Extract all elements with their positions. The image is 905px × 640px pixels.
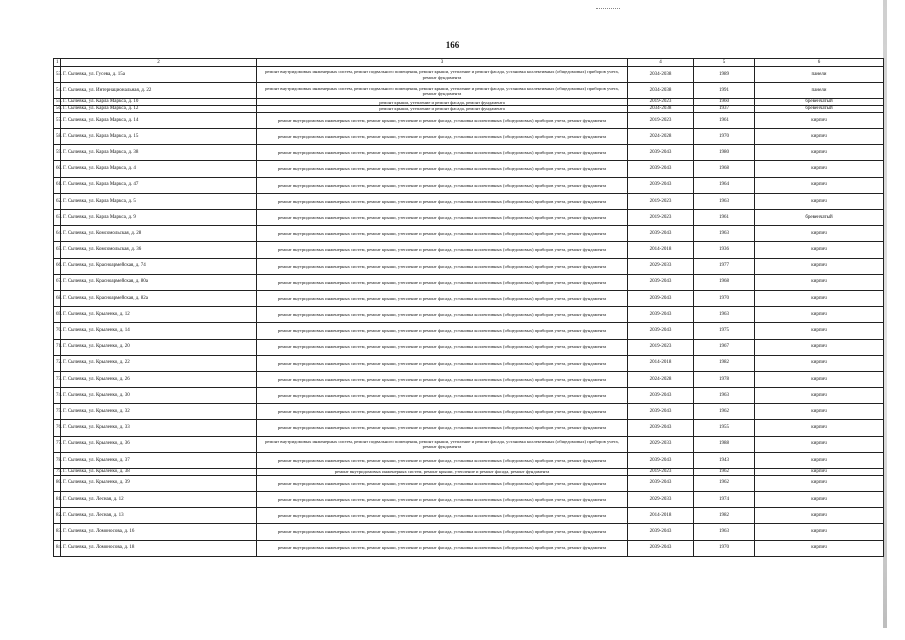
period-cell: 2019-2023 [628,469,694,476]
row-number: 78. [54,452,61,468]
address-cell: Г. Сычевка, ул. Крыленко, д. 39 [61,475,257,491]
year-built-cell: 1974 [694,491,755,507]
column-header: 3 [257,59,628,67]
address-cell: Г. Сычевка, ул. Крыленко, д. 12 [61,307,257,323]
year-built-cell: 1970 [694,290,755,306]
row-number: 53. [54,67,61,83]
works-cell: ремонт внутридомовых инженерных систем, ремонт крыши, утепление и ремонт фасада, установка коллективных (общедомовых) приборов учета, ремонт фундамента [257,290,628,306]
table-row [54,83,884,99]
year-built-cell: 1962 [694,469,755,476]
address-cell: Г. Сычевка, ул. Карла Маркса, д. 38 [61,145,257,161]
year-built-cell: 1982 [694,355,755,371]
wall-material-cell: кирпич [755,307,884,323]
period-cell: 2039-2043 [628,323,694,339]
table-row [54,491,884,507]
works-cell: ремонт внутридомовых инженерных систем, ремонт крыши, утепление и ремонт фасада, установка коллективных (общедомовых) приборов учета, ремонт фундамента [257,339,628,355]
wall-material-cell: бревенчатый [755,99,884,106]
period-cell: 2034-2038 [628,83,694,99]
row-number: 66. [54,258,61,274]
works-cell: ремонт внутридомовых инженерных систем, ремонт крыши, утепление и ремонт фасада, установка коллективных (общедомовых) приборов учета, ремонт фундамента [257,540,628,556]
table-row [54,508,884,524]
period-cell: 2039-2043 [628,452,694,468]
row-number: 70. [54,323,61,339]
wall-material-cell: кирпич [755,404,884,420]
year-built-cell: 1975 [694,323,755,339]
table-row [54,210,884,226]
table-body [54,67,884,557]
year-built-cell: 1937 [694,106,755,113]
year-built-cell: 1982 [694,508,755,524]
column-number-row [54,59,884,67]
wall-material-cell: кирпич [755,540,884,556]
address-cell: Г. Сычевка, ул. Карла Маркса, д. 12 [61,106,257,113]
works-cell: ремонт внутридомовых инженерных систем, ремонт подвального помещения, ремонт крыши, утепление и ремонт фасада, установка коллективных (общедомовых) приборов учета, ремонт фундамента [257,67,628,83]
year-built-cell: 1988 [694,436,755,452]
wall-material-cell: кирпич [755,161,884,177]
column-header: 1 [54,59,61,67]
works-cell: ремонт внутридомовых инженерных систем, ремонт крыши, утепление и ремонт фасада, установка коллективных (общедомовых) приборов учета, ремонт фундамента [257,388,628,404]
period-cell: 2019-2023 [628,99,694,106]
address-cell: Г. Сычевка, ул. Карла Маркса, д. 4 [61,161,257,177]
period-cell: 2019-2023 [628,210,694,226]
address-cell: Г. Сычевка, ул. Ломоносова, д. 16 [61,524,257,540]
year-built-cell: 1963 [694,307,755,323]
table-row [54,290,884,306]
address-cell: Г. Сычевка, ул. Крыленко, д. 37 [61,452,257,468]
period-cell: 2024-2028 [628,129,694,145]
address-cell: Г. Сычевка, ул. Крыленко, д. 20 [61,339,257,355]
scan-artifact [596,8,620,9]
works-cell: ремонт внутридомовых инженерных систем, ремонт крыши, утепление и ремонт фасада, установка коллективных (общедомовых) приборов учета, ремонт фундамента [257,475,628,491]
table-row [54,258,884,274]
works-cell: ремонт внутридомовых инженерных систем, ремонт крыши, утепление и ремонт фасада, установка коллективных (общедомовых) приборов учета, ремонт фундамента [257,193,628,209]
year-built-cell: 1968 [694,274,755,290]
wall-material-cell: кирпич [755,452,884,468]
period-cell: 2029-2033 [628,436,694,452]
year-built-cell: 1968 [694,161,755,177]
period-cell: 2014-2018 [628,242,694,258]
wall-material-cell: кирпич [755,290,884,306]
table-row [54,106,884,113]
table-row [54,112,884,128]
wall-material-cell: кирпич [755,193,884,209]
period-cell: 2039-2043 [628,226,694,242]
period-cell: 2039-2043 [628,475,694,491]
table-row [54,177,884,193]
row-number: 60. [54,161,61,177]
wall-material-cell: кирпич [755,129,884,145]
row-number: 59. [54,145,61,161]
period-cell: 2019-2023 [628,112,694,128]
table-row [54,475,884,491]
table-row [54,323,884,339]
year-built-cell: 1936 [694,242,755,258]
works-cell: ремонт внутридомовых инженерных систем, ремонт крыши, утепление и ремонт фасада, установка коллективных (общедомовых) приборов учета, ремонт фундамента [257,274,628,290]
table-row [54,274,884,290]
wall-material-cell: кирпич [755,355,884,371]
row-number: 84. [54,540,61,556]
table-row [54,371,884,387]
address-cell: Г. Сычевка, ул. Крыленко, д. 32 [61,404,257,420]
row-number: 77. [54,436,61,452]
works-cell: ремонт внутридомовых инженерных систем, ремонт крыши, утепление и ремонт фасада, установка коллективных (общедомовых) приборов учета, ремонт фундамента [257,508,628,524]
table-row [54,420,884,436]
row-number: 83. [54,524,61,540]
column-header: 2 [61,59,257,67]
address-cell: Г. Сычевка, ул. Крыленко, д. 36 [61,436,257,452]
row-number: 74. [54,388,61,404]
works-cell: ремонт внутридомовых инженерных систем, ремонт крыши, утепление и ремонт фасада, установка коллективных (общедомовых) приборов учета, ремонт фундамента [257,210,628,226]
year-built-cell: 1960 [694,99,755,106]
address-cell: Г. Сычевка, ул. Карла Маркса, д. 5 [61,193,257,209]
row-number: 58. [54,129,61,145]
row-number: 69. [54,307,61,323]
year-built-cell: 1962 [694,404,755,420]
table-row [54,540,884,556]
row-number: 54. [54,83,61,99]
table-row [54,469,884,476]
year-built-cell: 1963 [694,388,755,404]
wall-material-cell: кирпич [755,420,884,436]
year-built-cell: 1962 [694,475,755,491]
wall-material-cell: панели [755,67,884,83]
address-cell: Г. Сычевка, ул. Комсомольская, д. 36 [61,242,257,258]
address-cell: Г. Сычевка, ул. Крыленко, д. 33 [61,420,257,436]
address-cell: Г. Сычевка, ул. Лесная, д. 13 [61,508,257,524]
wall-material-cell: кирпич [755,371,884,387]
row-number: 65. [54,242,61,258]
table-row [54,404,884,420]
table-row [54,436,884,452]
row-number: 56. [54,106,61,113]
works-cell: ремонт внутридомовых инженерных систем, ремонт крыши, утепление и ремонт фасада, установка коллективных (общедомовых) приборов учета, ремонт фундамента [257,226,628,242]
period-cell: 2019-2023 [628,193,694,209]
period-cell: 2039-2043 [628,290,694,306]
wall-material-cell: кирпич [755,323,884,339]
table-row [54,226,884,242]
wall-material-cell: кирпич [755,339,884,355]
wall-material-cell: кирпич [755,145,884,161]
year-built-cell: 1991 [694,83,755,99]
row-number: 62. [54,193,61,209]
capital-repair-table [53,58,884,557]
table-row [54,67,884,83]
year-built-cell: 1977 [694,258,755,274]
row-number: 80. [54,475,61,491]
year-built-cell: 1963 [694,524,755,540]
address-cell: Г. Сычевка, ул. Гусева, д. 15а [61,67,257,83]
year-built-cell: 1955 [694,420,755,436]
row-number: 57. [54,112,61,128]
column-header: 4 [628,59,694,67]
period-cell: 2029-2033 [628,491,694,507]
works-cell: ремонт крыши, утепление и ремонт фасада, ремонт фундамента [257,106,628,113]
table-row [54,99,884,106]
wall-material-cell: панели [755,83,884,99]
period-cell: 2039-2043 [628,540,694,556]
wall-material-cell: кирпич [755,226,884,242]
row-number: 76. [54,420,61,436]
period-cell: 2029-2033 [628,258,694,274]
period-cell: 2039-2043 [628,274,694,290]
works-cell: ремонт внутридомовых инженерных систем, ремонт крыши, утепление и ремонт фасада, установка коллективных (общедомовых) приборов учета, ремонт фундамента [257,145,628,161]
wall-material-cell: кирпич [755,475,884,491]
row-number: 68. [54,290,61,306]
period-cell: 2039-2043 [628,420,694,436]
wall-material-cell: кирпич [755,274,884,290]
wall-material-cell: кирпич [755,491,884,507]
address-cell: Г. Сычевка, ул. Ломоносова, д. 18 [61,540,257,556]
table-row [54,388,884,404]
year-built-cell: 1978 [694,371,755,387]
works-cell: ремонт внутридомовых инженерных систем, ремонт крыши, утепление и ремонт фасада, установка коллективных (общедомовых) приборов учета, ремонт фундамента [257,452,628,468]
address-cell: Г. Сычевка, ул. Карла Маркса, д. 10 [61,99,257,106]
page-number: 166 [445,40,460,50]
row-number: 73. [54,371,61,387]
works-cell: ремонт внутридомовых инженерных систем, ремонт крыши, утепление и ремонт фасада, установка коллективных (общедомовых) приборов учета, ремонт фундамента [257,404,628,420]
wall-material-cell: кирпич [755,258,884,274]
period-cell: 2039-2043 [628,524,694,540]
wall-material-cell: кирпич [755,388,884,404]
period-cell: 2039-2043 [628,145,694,161]
address-cell: Г. Сычевка, ул. Крыленко, д. 30 [61,388,257,404]
works-cell: ремонт внутридомовых инженерных систем, ремонт крыши, утепление и ремонт фасада, установка коллективных (общедомовых) приборов учета, ремонт фундамента [257,524,628,540]
wall-material-cell: кирпич [755,524,884,540]
works-cell: ремонт внутридомовых инженерных систем, ремонт подвального помещения, ремонт крыши, утепление и ремонт фасада, установка коллективных (общедомовых) приборов учета, ремонт фундамента [257,436,628,452]
wall-material-cell: бревенчатый [755,210,884,226]
table-row [54,129,884,145]
address-cell: Г. Сычевка, ул. Красноармейская, д. 82а [61,290,257,306]
row-number: 82. [54,508,61,524]
address-cell: Г. Сычевка, ул. Карла Маркса, д. 9 [61,210,257,226]
table-row [54,524,884,540]
period-cell: 2039-2043 [628,307,694,323]
period-cell: 2024-2028 [628,371,694,387]
period-cell: 2039-2043 [628,161,694,177]
address-cell: Г. Сычевка, ул. Лесная, д. 12 [61,491,257,507]
works-cell: ремонт внутридомовых инженерных систем, ремонт крыши, утепление и ремонт фасада, установка коллективных (общедомовых) приборов учета, ремонт фундамента [257,307,628,323]
wall-material-cell: кирпич [755,112,884,128]
works-cell: ремонт внутридомовых инженерных систем, ремонт крыши, утепление и ремонт фасада, установка коллективных (общедомовых) приборов учета, ремонт фундамента [257,355,628,371]
wall-material-cell: кирпич [755,436,884,452]
address-cell: Г. Сычевка, ул. Крыленко, д. 26 [61,371,257,387]
table-row [54,452,884,468]
works-cell: ремонт внутридомовых инженерных систем, ремонт крыши, утепление и ремонт фасада, установка коллективных (общедомовых) приборов учета, ремонт фундамента [257,129,628,145]
address-cell: Г. Сычевка, ул. Карла Маркса, д. 14 [61,112,257,128]
wall-material-cell: бревенчатый [755,106,884,113]
table-row [54,193,884,209]
works-cell: ремонт внутридомовых инженерных систем, ремонт крыши, утепление и ремонт фасада, установка коллективных (общедомовых) приборов учета, ремонт фундамента [257,420,628,436]
wall-material-cell: кирпич [755,177,884,193]
table-row [54,355,884,371]
address-cell: Г. Сычевка, ул. Крыленко, д. 38 [61,469,257,476]
year-built-cell: 1961 [694,112,755,128]
row-number: 55. [54,99,61,106]
period-cell: 2014-2018 [628,355,694,371]
row-number: 71. [54,339,61,355]
period-cell: 2014-2018 [628,508,694,524]
works-cell: ремонт крыши, утепление и ремонт фасада, ремонт фундамента [257,99,628,106]
works-cell: ремонт внутридомовых инженерных систем, ремонт крыши, утепление и ремонт фасада, установка коллективных (общедомовых) приборов учета, ремонт фундамента [257,161,628,177]
address-cell: Г. Сычевка, ул. Карла Маркса, д. 15 [61,129,257,145]
works-cell: ремонт внутридомовых инженерных систем, ремонт крыши, утепление и ремонт фасада, установка коллективных (общедомовых) приборов учета, ремонт фундамента [257,177,628,193]
address-cell: Г. Сычевка, ул. Карла Маркса, д. 47 [61,177,257,193]
works-cell: ремонт внутридомовых инженерных систем, ремонт крыши, утепление и ремонт фасада, ремонт фундамента [257,469,628,476]
table-row [54,339,884,355]
year-built-cell: 1970 [694,129,755,145]
works-cell: ремонт внутридомовых инженерных систем, ремонт крыши, утепление и ремонт фасада, установка коллективных (общедомовых) приборов учета, ремонт фундамента [257,258,628,274]
wall-material-cell: кирпич [755,242,884,258]
period-cell: 2039-2043 [628,388,694,404]
year-built-cell: 1963 [694,226,755,242]
wall-material-cell: кирпич [755,469,884,476]
address-cell: Г. Сычевка, ул. Крыленко, д. 14 [61,323,257,339]
address-cell: Г. Сычевка, ул. Красноармейская, д. 74 [61,258,257,274]
row-number: 67. [54,274,61,290]
row-number: 79. [54,469,61,476]
year-built-cell: 1964 [694,177,755,193]
table-row [54,242,884,258]
period-cell: 2019-2023 [628,339,694,355]
period-cell: 2034-2038 [628,67,694,83]
row-number: 63. [54,210,61,226]
row-number: 64. [54,226,61,242]
address-cell: Г. Сычевка, ул. Комсомольская, д. 28 [61,226,257,242]
year-built-cell: 1989 [694,67,755,83]
row-number: 81. [54,491,61,507]
year-built-cell: 1943 [694,452,755,468]
column-header: 6 [755,59,884,67]
year-built-cell: 1961 [694,210,755,226]
works-cell: ремонт внутридомовых инженерных систем, ремонт крыши, утепление и ремонт фасада, установка коллективных (общедомовых) приборов учета, ремонт фундамента [257,323,628,339]
column-header: 5 [694,59,755,67]
works-cell: ремонт внутридомовых инженерных систем, ремонт крыши, утепление и ремонт фасада, установка коллективных (общедомовых) приборов учета, ремонт фундамента [257,491,628,507]
works-cell: ремонт внутридомовых инженерных систем, ремонт крыши, утепление и ремонт фасада, установка коллективных (общедомовых) приборов учета, ремонт фундамента [257,242,628,258]
table-row [54,161,884,177]
period-cell: 2034-2038 [628,106,694,113]
period-cell: 2039-2043 [628,404,694,420]
row-number: 75. [54,404,61,420]
year-built-cell: 1970 [694,540,755,556]
works-cell: ремонт внутридомовых инженерных систем, ремонт подвального помещения, ремонт крыши, утепление и ремонт фасада, установка коллективных (общедомовых) приборов учета, ремонт фундамента [257,83,628,99]
table-row [54,145,884,161]
works-cell: ремонт внутридомовых инженерных систем, ремонт крыши, утепление и ремонт фасада, установка коллективных (общедомовых) приборов учета, ремонт фундамента [257,112,628,128]
table-row [54,307,884,323]
row-number: 61. [54,177,61,193]
wall-material-cell: кирпич [755,508,884,524]
works-cell: ремонт внутридомовых инженерных систем, ремонт крыши, утепление и ремонт фасада, установка коллективных (общедомовых) приборов учета, ремонт фундамента [257,371,628,387]
period-cell: 2039-2043 [628,177,694,193]
address-cell: Г. Сычевка, ул. Крыленко, д. 22 [61,355,257,371]
address-cell: Г. Сычевка, ул. Интернациональная, д. 22 [61,83,257,99]
year-built-cell: 1980 [694,145,755,161]
address-cell: Г. Сычевка, ул. Красноармейская, д. 80а [61,274,257,290]
year-built-cell: 1967 [694,339,755,355]
row-number: 72. [54,355,61,371]
year-built-cell: 1963 [694,193,755,209]
